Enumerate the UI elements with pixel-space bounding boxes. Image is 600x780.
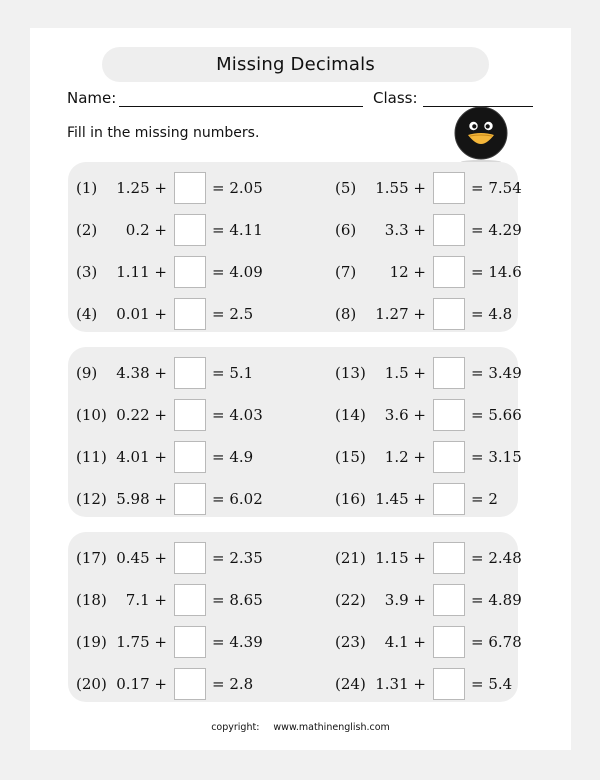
problem-item xyxy=(335,483,515,515)
known-addend: 7.1 + xyxy=(125,591,167,609)
equation-result: = 2 xyxy=(471,490,498,508)
problem-number: (11) xyxy=(76,448,107,466)
problem-number: (22) xyxy=(335,591,366,609)
known-addend: 0.17 + xyxy=(116,675,167,693)
problem-number: (13) xyxy=(335,364,366,382)
answer-box[interactable] xyxy=(174,626,206,658)
answer-box[interactable] xyxy=(174,298,206,330)
problem-number: (20) xyxy=(76,675,107,693)
known-addend: 1.45 + xyxy=(375,490,426,508)
known-addend: 1.27 + xyxy=(375,305,426,323)
answer-box[interactable] xyxy=(433,357,465,389)
answer-box[interactable] xyxy=(433,542,465,574)
equation-result: = 2.48 xyxy=(471,549,522,567)
problem-item xyxy=(335,357,522,389)
answer-box[interactable] xyxy=(174,256,206,288)
problem-item xyxy=(335,584,522,616)
answer-box[interactable] xyxy=(433,668,465,700)
known-addend: 3.6 + xyxy=(384,406,426,424)
equation-result: = 5.4 xyxy=(471,675,513,693)
problem-item xyxy=(76,172,263,204)
equation-result: = 7.54 xyxy=(471,179,522,197)
answer-box[interactable] xyxy=(433,483,465,515)
answer-box[interactable] xyxy=(433,399,465,431)
answer-box[interactable] xyxy=(174,441,206,473)
problem-number: (2) xyxy=(76,221,98,239)
answer-box[interactable] xyxy=(174,214,206,246)
answer-box[interactable] xyxy=(433,584,465,616)
problem-item xyxy=(76,298,256,330)
problem-item xyxy=(76,214,263,246)
instructions: Fill in the missing numbers. xyxy=(67,125,260,141)
problem-number: (23) xyxy=(335,633,366,651)
known-addend: 1.11 + xyxy=(116,263,167,281)
answer-box[interactable] xyxy=(433,441,465,473)
known-addend: 1.75 + xyxy=(116,633,167,651)
problem-number: (16) xyxy=(335,490,366,508)
known-addend: 5.98 + xyxy=(116,490,167,508)
problem-number: (1) xyxy=(76,179,98,197)
answer-box[interactable] xyxy=(174,399,206,431)
class-label: Class: xyxy=(373,89,418,107)
problem-number: (5) xyxy=(335,179,357,197)
equation-result: = 2.8 xyxy=(212,675,254,693)
problem-number: (18) xyxy=(76,591,107,609)
problem-item xyxy=(76,483,263,515)
equation-result: = 4.8 xyxy=(471,305,513,323)
known-addend: 0.01 + xyxy=(116,305,167,323)
title-banner xyxy=(102,47,489,82)
equation-result: = 3.15 xyxy=(471,448,522,466)
known-addend: 1.2 + xyxy=(384,448,426,466)
problem-item xyxy=(76,441,256,473)
equation-result: = 4.39 xyxy=(212,633,263,651)
answer-box[interactable] xyxy=(433,214,465,246)
known-addend: 1.5 + xyxy=(384,364,426,382)
copyright-label: copyright: xyxy=(211,722,260,733)
known-addend: 1.55 + xyxy=(375,179,426,197)
known-addend: 12 + xyxy=(389,263,426,281)
known-addend: 1.31 + xyxy=(375,675,426,693)
problem-number: (3) xyxy=(76,263,98,281)
problem-item xyxy=(335,668,515,700)
known-addend: 1.25 + xyxy=(116,179,167,197)
penguin-icon xyxy=(451,104,511,164)
problem-number: (24) xyxy=(335,675,366,693)
problem-item xyxy=(335,298,515,330)
known-addend: 0.45 + xyxy=(116,549,167,567)
problem-item xyxy=(335,542,522,574)
known-addend: 4.38 + xyxy=(116,364,167,382)
problem-item xyxy=(76,626,263,658)
problem-item xyxy=(335,441,522,473)
known-addend: 1.15 + xyxy=(375,549,426,567)
name-line[interactable] xyxy=(119,106,363,107)
problem-number: (15) xyxy=(335,448,366,466)
answer-box[interactable] xyxy=(433,298,465,330)
equation-result: = 4.89 xyxy=(471,591,522,609)
problem-group xyxy=(68,532,522,702)
equation-result: = 5.1 xyxy=(212,364,254,382)
problem-item xyxy=(76,357,256,389)
answer-box[interactable] xyxy=(174,357,206,389)
name-label: Name: xyxy=(67,89,117,107)
problem-number: (9) xyxy=(76,364,98,382)
known-addend: 0.22 + xyxy=(116,406,167,424)
problem-group xyxy=(68,347,522,517)
equation-result: = 4.11 xyxy=(212,221,263,239)
answer-box[interactable] xyxy=(174,483,206,515)
answer-box[interactable] xyxy=(174,668,206,700)
answer-box[interactable] xyxy=(433,626,465,658)
known-addend: 0.2 + xyxy=(125,221,167,239)
problem-number: (14) xyxy=(335,406,366,424)
equation-result: = 4.9 xyxy=(212,448,254,466)
equation-result: = 6.02 xyxy=(212,490,263,508)
problem-item xyxy=(76,668,256,700)
answer-box[interactable] xyxy=(174,172,206,204)
page-title: Missing Decimals xyxy=(216,54,375,75)
problem-number: (12) xyxy=(76,490,107,508)
equation-result: = 4.03 xyxy=(212,406,263,424)
known-addend: 3.3 + xyxy=(384,221,426,239)
problem-number: (6) xyxy=(335,221,357,239)
copyright-footer xyxy=(30,722,571,733)
equation-result: = 2.5 xyxy=(212,305,254,323)
answer-box[interactable] xyxy=(174,542,206,574)
problem-item xyxy=(335,214,522,246)
equation-result: = 14.6 xyxy=(471,263,522,281)
worksheet xyxy=(30,28,571,750)
problem-number: (19) xyxy=(76,633,107,651)
site-url: www.mathinenglish.com xyxy=(273,722,390,733)
problem-number: (4) xyxy=(76,305,98,323)
problem-number: (8) xyxy=(335,305,357,323)
problem-number: (17) xyxy=(76,549,107,567)
problem-item xyxy=(76,584,263,616)
equation-result: = 2.35 xyxy=(212,549,263,567)
equation-result: = 8.65 xyxy=(212,591,263,609)
problem-item xyxy=(335,626,522,658)
problem-item xyxy=(76,542,263,574)
problem-item xyxy=(335,172,522,204)
known-addend: 4.1 + xyxy=(384,633,426,651)
problem-item xyxy=(335,399,522,431)
known-addend: 4.01 + xyxy=(116,448,167,466)
equation-result: = 5.66 xyxy=(471,406,522,424)
problem-number: (10) xyxy=(76,406,107,424)
known-addend: 3.9 + xyxy=(384,591,426,609)
problem-item xyxy=(335,256,522,288)
equation-result: = 3.49 xyxy=(471,364,522,382)
problem-item xyxy=(76,399,263,431)
problem-item xyxy=(76,256,263,288)
answer-box[interactable] xyxy=(174,584,206,616)
problem-group xyxy=(68,162,522,332)
problem-number: (21) xyxy=(335,549,366,567)
equation-result: = 4.09 xyxy=(212,263,263,281)
equation-result: = 4.29 xyxy=(471,221,522,239)
answer-box[interactable] xyxy=(433,256,465,288)
equation-result: = 6.78 xyxy=(471,633,522,651)
answer-box[interactable] xyxy=(433,172,465,204)
equation-result: = 2.05 xyxy=(212,179,263,197)
problem-number: (7) xyxy=(335,263,357,281)
